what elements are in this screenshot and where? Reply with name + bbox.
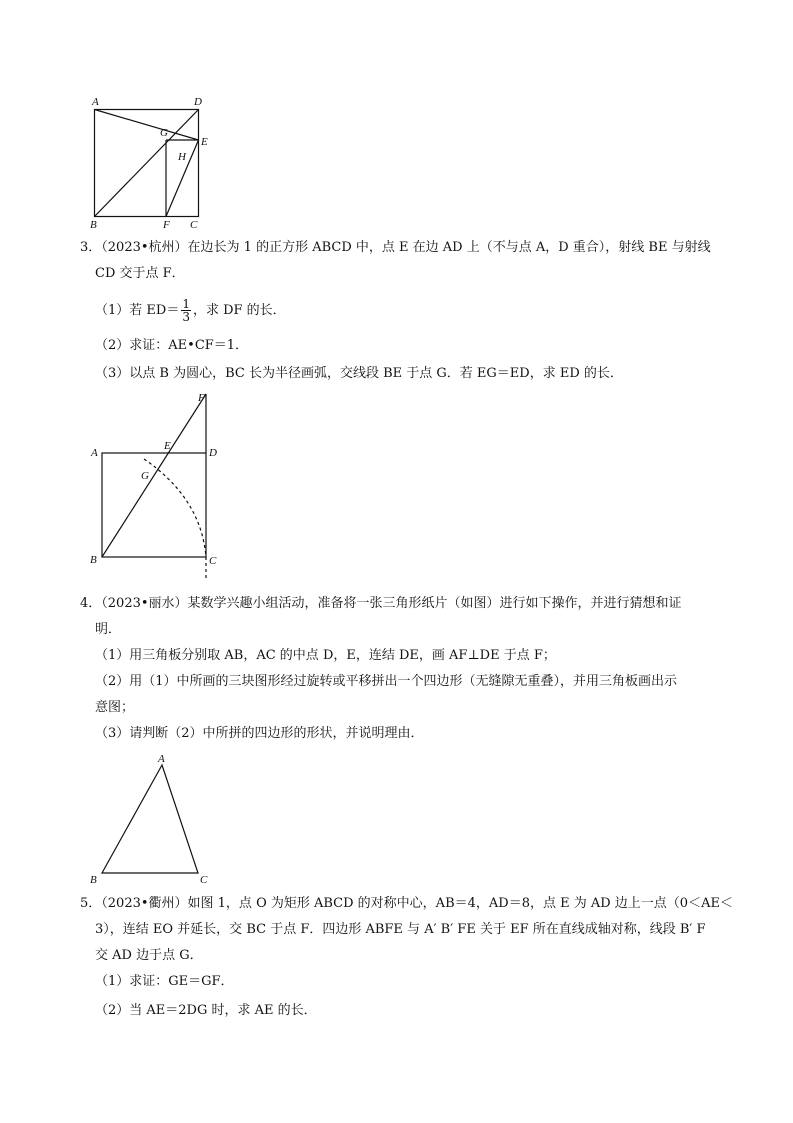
figure-problem3 xyxy=(85,388,225,588)
label-c-p3: C xyxy=(209,555,217,567)
problem5-text-1: （2023•衢州）如图 1，点 O 为矩形 ABCD 的对称中心，AB＝4，AD＝8，点 E 为 AD 边上一点（0＜AE＜ xyxy=(101,896,733,911)
problem3-q1-prefix: （1）若 ED＝ xyxy=(95,303,180,318)
problem5-line2 xyxy=(95,922,706,938)
problem5-q1-text: （1）求证：GE＝GF． xyxy=(95,974,234,989)
figure-triangle xyxy=(85,752,215,887)
fraction-one-third xyxy=(181,298,191,323)
problem5-q2-text: （2）当 AE＝2DG 时，求 AE 的长． xyxy=(95,1003,317,1018)
segment-bd xyxy=(95,110,199,217)
problem4-q3-text: （3）请判断（2）中所拼的四边形的形状，并说明理由． xyxy=(95,726,424,741)
problem5-text-2: 3），连结 EO 并延长，交 BC 于点 F．四边形 ABFE 与 A′ B′ FE 关于 EF 所在直线成轴对称，线段 B′ F xyxy=(95,922,706,937)
problem3-line2 xyxy=(95,266,185,282)
problem5-q2 xyxy=(95,1003,317,1019)
arc-gc xyxy=(144,459,206,557)
problem4-text-1: （2023•丽水）某数学兴趣小组活动，准备将一张三角形纸片（如图）进行如下操作，并进行猜想和证 xyxy=(101,596,682,611)
problem4-q2-text-2: 意图； xyxy=(95,700,135,715)
problem4-q3 xyxy=(95,726,424,742)
label-c-p4: C xyxy=(200,874,208,886)
label-b-p3: B xyxy=(90,554,97,566)
label-a-p4: A xyxy=(158,753,165,765)
problem4-number: 4． xyxy=(80,596,102,611)
label-f-p3: F xyxy=(198,392,205,404)
problem3-text-2: CD 交于点 F． xyxy=(95,266,185,281)
problem3-q2-text: （2）求证：AE•CF＝1． xyxy=(95,338,249,353)
problem3-line1 xyxy=(80,240,711,256)
problem4-q1-text: （1）用三角板分别取 AB，AC 的中点 D，E，连结 DE，画 AF⊥DE 于点 F； xyxy=(95,648,556,663)
problem3-q1 xyxy=(95,296,286,326)
label-h: H xyxy=(178,151,186,163)
label-g: G xyxy=(160,127,168,139)
problem3-number: 3． xyxy=(80,240,102,255)
problem5-line1 xyxy=(80,896,733,912)
fraction-numerator: 1 xyxy=(182,297,190,311)
problem5-number: 5． xyxy=(80,896,102,911)
problem4-line2 xyxy=(95,622,121,638)
problem5-line3 xyxy=(95,948,203,964)
problem5-q1 xyxy=(95,974,234,990)
problem3-text-1: （2023•杭州）在边长为 1 的正方形 ABCD 中，点 E 在边 AD 上（不与点 A，D 重合），射线 BE 与射线 xyxy=(101,240,711,255)
problem4-line1 xyxy=(80,596,682,612)
label-g-p3: G xyxy=(141,470,149,482)
problem4-q2-text-1: （2）用（1）中所画的三块图形经过旋转或平移拼出一个四边形（无缝隙无重叠），并用三角板画出示 xyxy=(95,674,678,689)
label-e: E xyxy=(201,136,208,148)
problem4-text-2: 明． xyxy=(95,622,122,637)
problem4-q2-line1 xyxy=(95,674,677,690)
figure-square-geometry xyxy=(85,92,215,232)
problem3-q1-suffix: ，求 DF 的长． xyxy=(192,303,286,318)
label-d: D xyxy=(194,96,202,108)
label-e-p3: E xyxy=(164,440,171,452)
problem3-q3 xyxy=(95,366,623,382)
problem4-q1 xyxy=(95,648,556,664)
label-a-p3: A xyxy=(91,447,98,459)
problem4-q2-line2 xyxy=(95,700,134,716)
triangle-abc xyxy=(102,765,198,873)
label-d-p3: D xyxy=(209,447,217,459)
fraction-denominator: 3 xyxy=(182,310,190,324)
label-b: B xyxy=(90,219,97,231)
label-c: C xyxy=(190,219,198,231)
label-f: F xyxy=(163,219,170,231)
line-bf xyxy=(102,394,206,557)
problem5-text-3: 交 AD 边于点 G． xyxy=(95,948,203,963)
label-a: A xyxy=(92,96,99,108)
problem3-q3-text: （3）以点 B 为圆心，BC 长为半径画弧，交线段 BE 于点 G．若 EG＝ED，求 ED 的长． xyxy=(95,366,623,381)
square-abcd-p3 xyxy=(102,453,206,557)
label-b-p4: B xyxy=(90,874,97,886)
problem3-q2 xyxy=(95,338,248,354)
